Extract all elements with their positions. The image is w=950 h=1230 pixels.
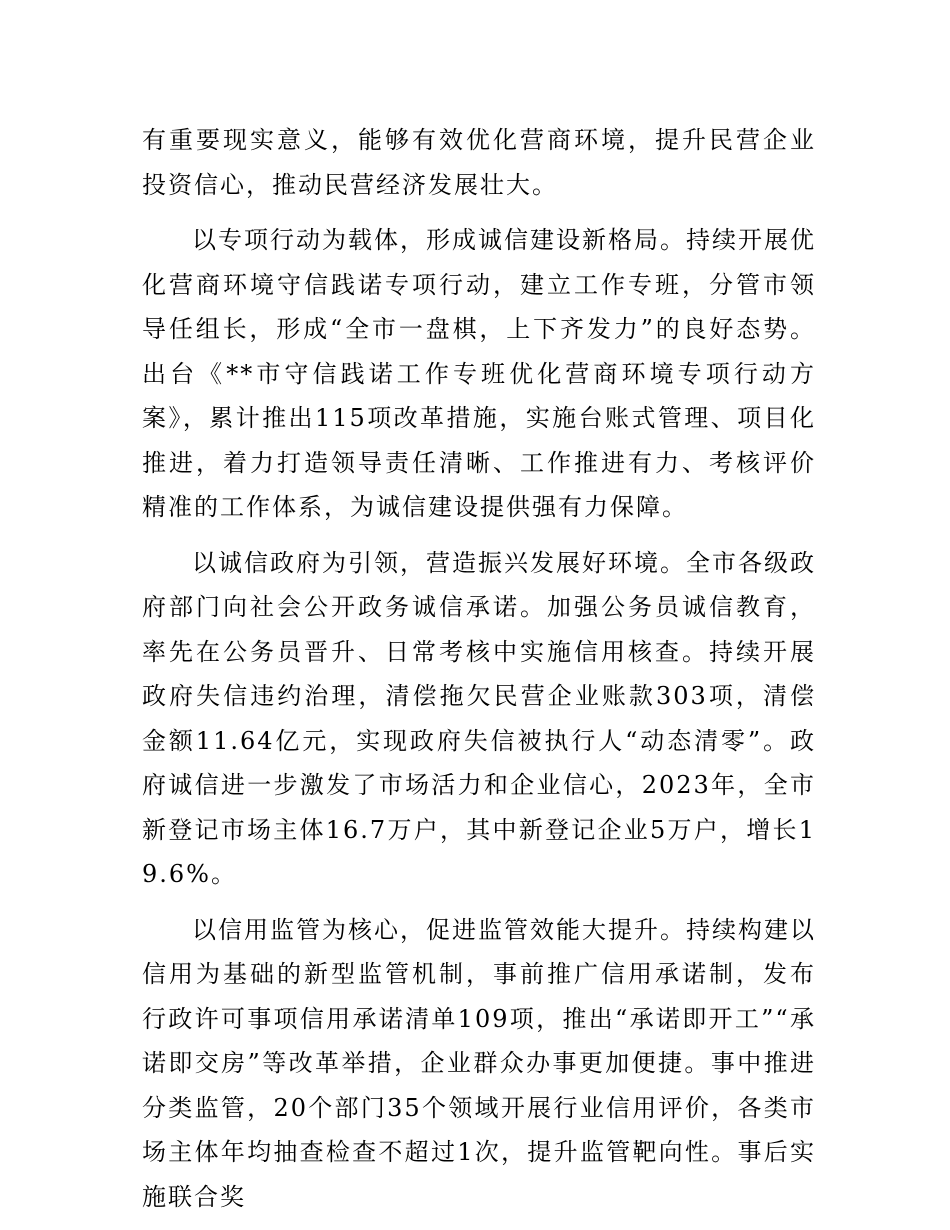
paragraph-credit-supervision: 以信用监管为核心，促进监管效能大提升。持续构建以信用为基础的新型监管机制，事前推广信用承诺制，发布行政许可事项信用承诺清单109项，推出“承诺即开工”“承诺即交房”等改革举措，企业群众办事更加便捷。事中推进分类监管，20个部门35个领域开展行业信用评价，各类市场主体年均抽查检查不超过1次，提升监管靶向性。事后实施联合奖 [142, 915, 816, 1211]
paragraph-credit-government: 以诚信政府为引领，营造振兴发展好环境。全市各级政府部门向社会公开政务诚信承诺。加强公务员诚信教育，率先在公务员晋升、日常考核中实施信用核查。持续开展政府失信违约治理，清偿拖欠民营企业账款303项，清偿金额11.64亿元，实现政府失信被执行人“动态清零”。政府诚信进一步激发了市场活力和企业信心，2023年，全市新登记市场主体16.7万户，其中新登记企业5万户，增长19.6%。 [142, 548, 816, 888]
paragraph-continuation: 有重要现实意义，能够有效优化营商环境，提升民营企业投资信心，推动民营经济发展壮大。 [142, 126, 816, 199]
paragraph-special-action: 以专项行动为载体，形成诚信建设新格局。持续开展优化营商环境守信践诺专项行动，建立工作专班，分管市领导任组长，形成“全市一盘棋，上下齐发力”的良好态势。出台《**市守信践诺工作专班优化营商环境专项行动方案》，累计推出115项改革措施，实施台账式管理、项目化推进，着力打造领导责任清晰、工作推进有力、考核评价精准的工作体系，为诚信建设提供强有力保障。 [142, 226, 816, 521]
body-text [142, 118, 816, 1230]
